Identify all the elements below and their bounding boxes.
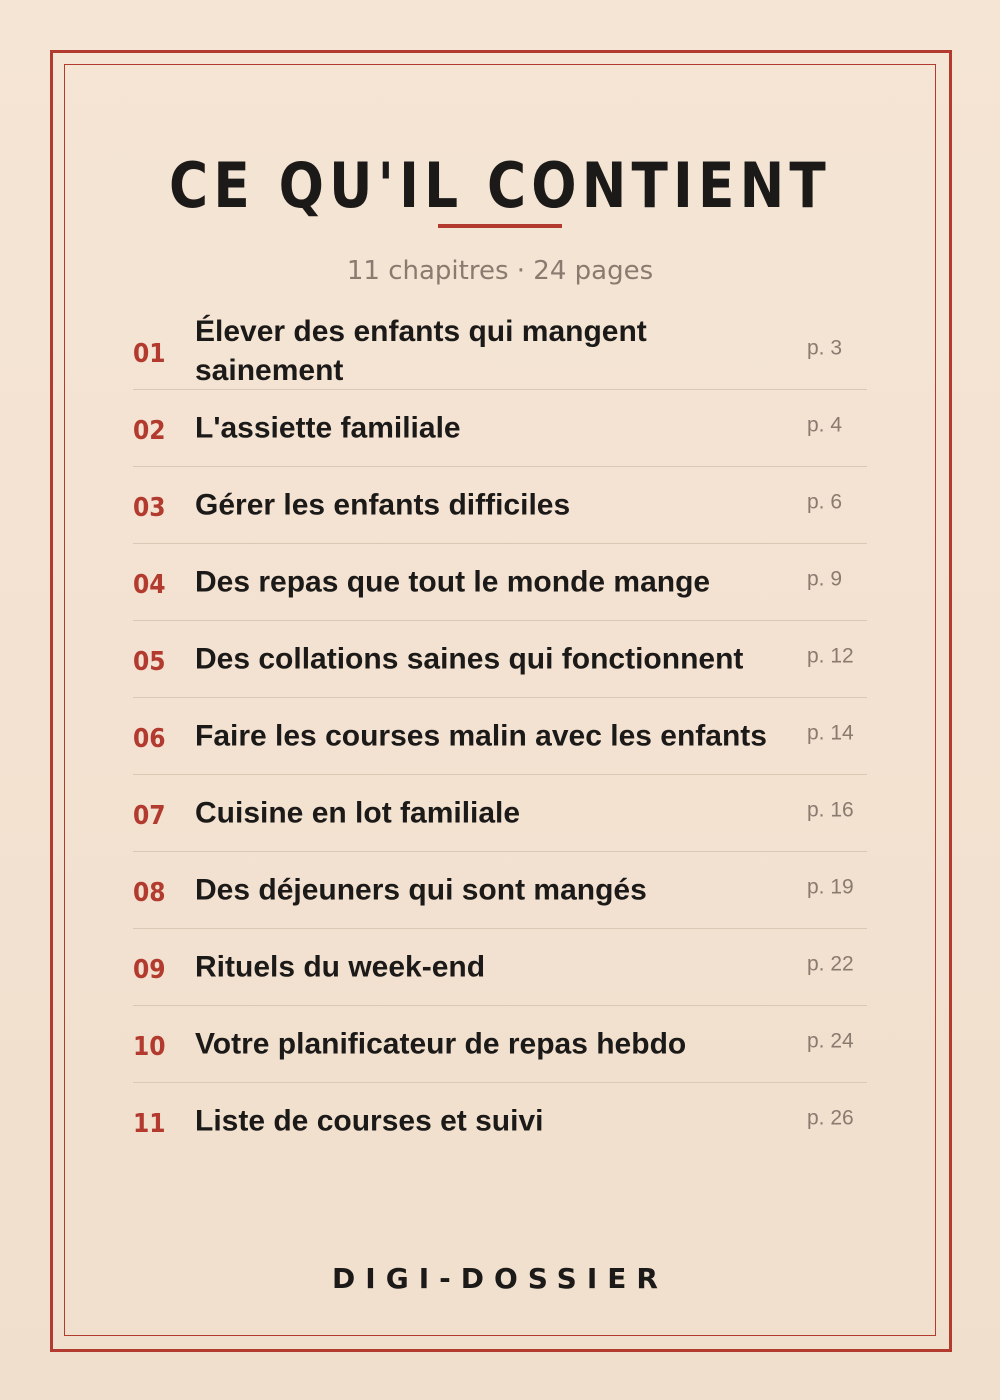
chapter-title: Liste de courses et suivi — [195, 1104, 544, 1138]
chapter-number: 04 — [133, 570, 166, 600]
chapter-title: Des déjeuners qui sont mangés — [195, 873, 647, 907]
toc-row[interactable] — [133, 775, 867, 852]
toc-row[interactable] — [133, 1083, 867, 1159]
chapter-page: p. 14 — [807, 721, 854, 745]
chapter-title: Gérer les enfants difficiles — [195, 488, 571, 522]
toc-row[interactable] — [133, 467, 867, 544]
chapter-page: p. 22 — [807, 952, 854, 976]
chapter-title: L'assiette familiale — [195, 411, 461, 445]
toc-row[interactable] — [133, 852, 867, 929]
footer-brand: DIGI-DOSSIER — [332, 1262, 668, 1295]
chapter-title: Votre planificateur de repas hebdo — [195, 1027, 687, 1061]
chapter-number: 02 — [133, 416, 166, 446]
chapter-number: 09 — [133, 955, 166, 985]
chapter-page: p. 6 — [807, 490, 843, 514]
page-subtitle: 11 chapitres · 24 pages — [346, 256, 654, 286]
chapter-title: Faire les courses malin avec les enfants — [195, 719, 767, 753]
chapter-number: 05 — [133, 647, 166, 677]
chapter-number: 06 — [133, 724, 166, 754]
toc-row[interactable] — [133, 698, 867, 775]
chapter-page: p. 3 — [807, 336, 843, 360]
chapter-title: Élever des enfants qui mangent sainement — [195, 315, 647, 387]
table-of-contents — [133, 313, 867, 1159]
page-title: CE QU'IL CONTIENT — [169, 149, 831, 222]
chapter-page: p. 9 — [807, 567, 843, 591]
title-underline — [438, 224, 562, 228]
toc-row[interactable] — [133, 621, 867, 698]
chapter-page: p. 26 — [807, 1106, 854, 1130]
toc-row[interactable] — [133, 544, 867, 621]
chapter-title: Cuisine en lot familiale — [195, 796, 521, 830]
chapter-number: 10 — [133, 1032, 166, 1062]
chapter-number: 01 — [133, 339, 166, 369]
chapter-page: p. 24 — [807, 1029, 854, 1053]
chapter-page: p. 16 — [807, 798, 854, 822]
chapter-title: Rituels du week-end — [195, 950, 486, 984]
toc-row[interactable] — [133, 929, 867, 1006]
toc-row[interactable] — [133, 1006, 867, 1083]
chapter-page: p. 12 — [807, 644, 854, 668]
chapter-number: 11 — [133, 1109, 166, 1139]
chapter-page: p. 4 — [807, 413, 843, 437]
toc-row[interactable] — [133, 390, 867, 467]
chapter-number: 03 — [133, 493, 166, 523]
chapter-number: 08 — [133, 878, 166, 908]
chapter-title: Des repas que tout le monde mange — [195, 565, 711, 599]
toc-row[interactable] — [133, 313, 867, 390]
chapter-number: 07 — [133, 801, 166, 831]
chapter-page: p. 19 — [807, 875, 854, 899]
chapter-title: Des collations saines qui fonctionnent — [195, 642, 744, 676]
